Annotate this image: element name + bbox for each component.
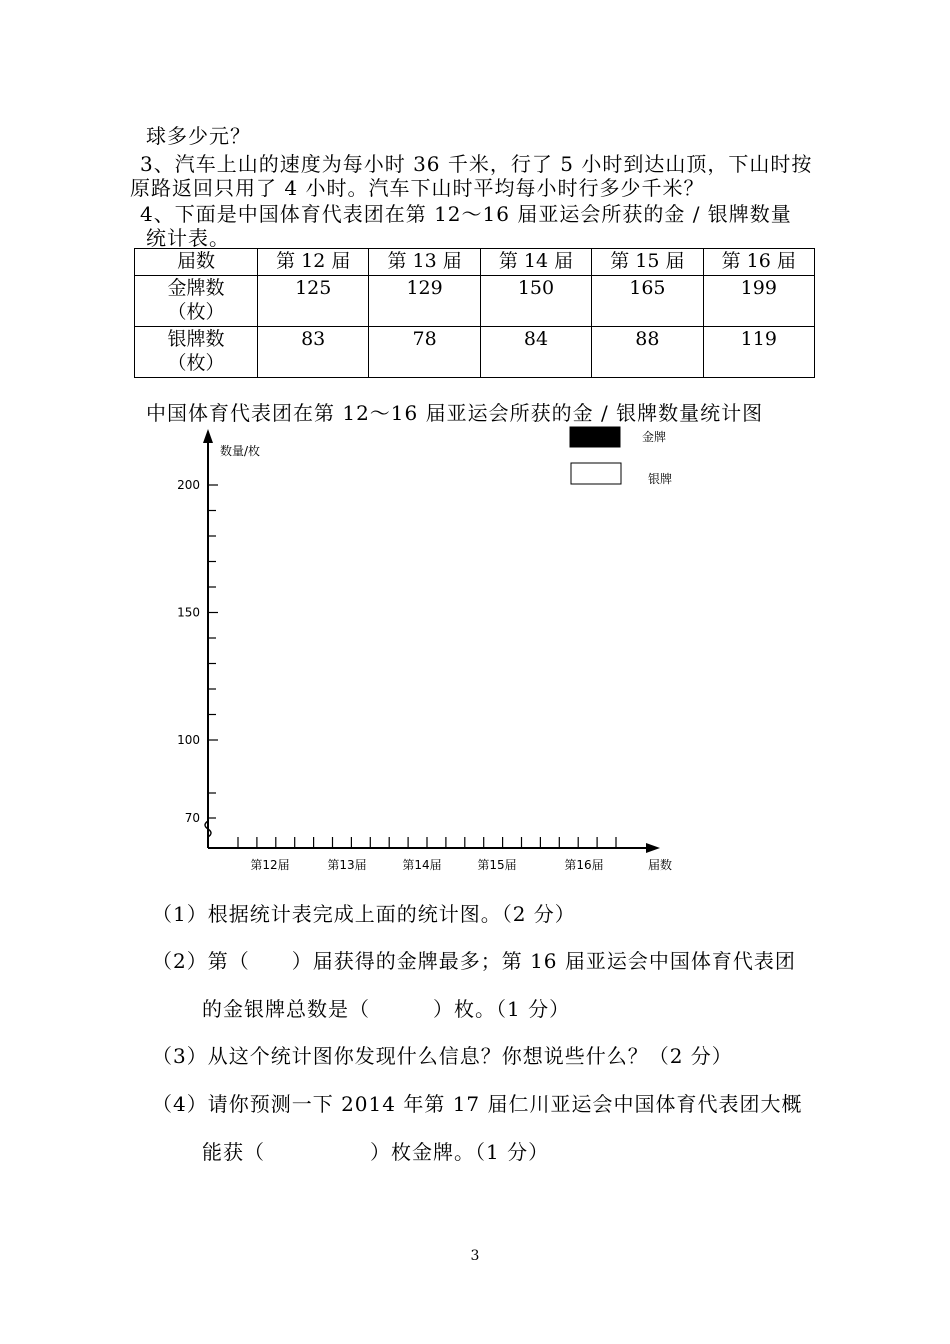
x-tick-label: 第15届 [477,858,517,872]
table-header-cell: 第 12 届 [258,249,369,276]
row-label-cell [135,327,258,378]
table-header-cell: 届数 [135,249,258,276]
question-1: （1）根据统计表完成上面的统计图。（2 分） [152,902,576,926]
table-header-cell: 第 15 届 [592,249,703,276]
table-row-gold [135,276,815,327]
table-cell: 199 [703,276,814,327]
row-label-cell [135,276,258,327]
legend-label-gold: 金牌 [642,430,667,444]
table-header-cell: 第 13 届 [369,249,480,276]
x-tick-label: 第16届 [564,858,604,872]
legend-swatch-silver [571,463,621,484]
x-tick-label: 第14届 [402,858,442,872]
question-2-line-1: （2）第（ ）届获得的金牌最多；第 16 届亚运会中国体育代表团 [152,949,796,973]
question-2-line-2: 的金银牌总数是（ ）枚。（1 分） [202,997,571,1021]
table-cell: 88 [592,327,703,378]
table-header-cell: 第 14 届 [480,249,591,276]
table-cell: 78 [369,327,480,378]
x-tick-label: 第12届 [250,858,290,872]
table-cell: 125 [258,276,369,327]
question-4-line-1: 4、下面是中国体育代表团在第 12～16 届亚运会所获的金 / 银牌数量 [140,202,792,226]
table-header-cell: 第 16 届 [703,249,814,276]
y-tick-label: 100 [177,733,200,747]
y-tick-label: 200 [177,478,200,492]
y-axis-label: 数量/枚 [220,444,261,458]
y-axis-arrow [203,429,213,443]
y-tick-label: 150 [177,605,200,620]
table-cell: 150 [480,276,591,327]
table-row-silver [135,327,815,378]
medal-stats-table [134,248,815,378]
text-line-1: 球多少元？ [146,124,251,148]
table-cell: 165 [592,276,703,327]
row-unit: （枚） [167,352,225,374]
table-header-row [135,249,815,276]
question-4-line-2: 能获（ ）枚金牌。（1 分） [202,1140,550,1164]
question-4-line-1: （4）请你预测一下 2014 年第 17 届仁川亚运会中国体育代表团大概 [152,1092,803,1116]
table-cell: 83 [258,327,369,378]
question-3-line-2: 原路返回只用了 4 小时。汽车下山时平均每小时行多少千米？ [130,176,705,200]
page-number: 3 [470,1248,480,1264]
x-axis-arrow [646,843,660,853]
question-3-line-1: 3、汽车上山的速度为每小时 36 千米，行了 5 小时到达山顶，下山时按 [140,152,813,176]
table-cell: 84 [480,327,591,378]
y-tick-label: 70 [184,811,200,825]
row-label: 金牌数 [167,277,225,299]
table-cell: 129 [369,276,480,327]
question-4-line-2: 统计表。 [146,226,230,250]
row-unit: （枚） [167,301,225,323]
bar-chart-blank [160,425,700,880]
row-label: 银牌数 [167,328,225,350]
x-tick-label: 第13届 [327,858,367,872]
x-axis-label: 届数 [647,858,673,872]
legend-swatch-gold [570,427,620,447]
legend-label-silver: 银牌 [648,472,673,486]
table-cell: 119 [703,327,814,378]
question-3: （3）从这个统计图你发现什么信息？你想说些什么？（2 分） [152,1044,733,1068]
chart-title: 中国体育代表团在第 12～16 届亚运会所获的金 / 银牌数量统计图 [146,401,764,425]
